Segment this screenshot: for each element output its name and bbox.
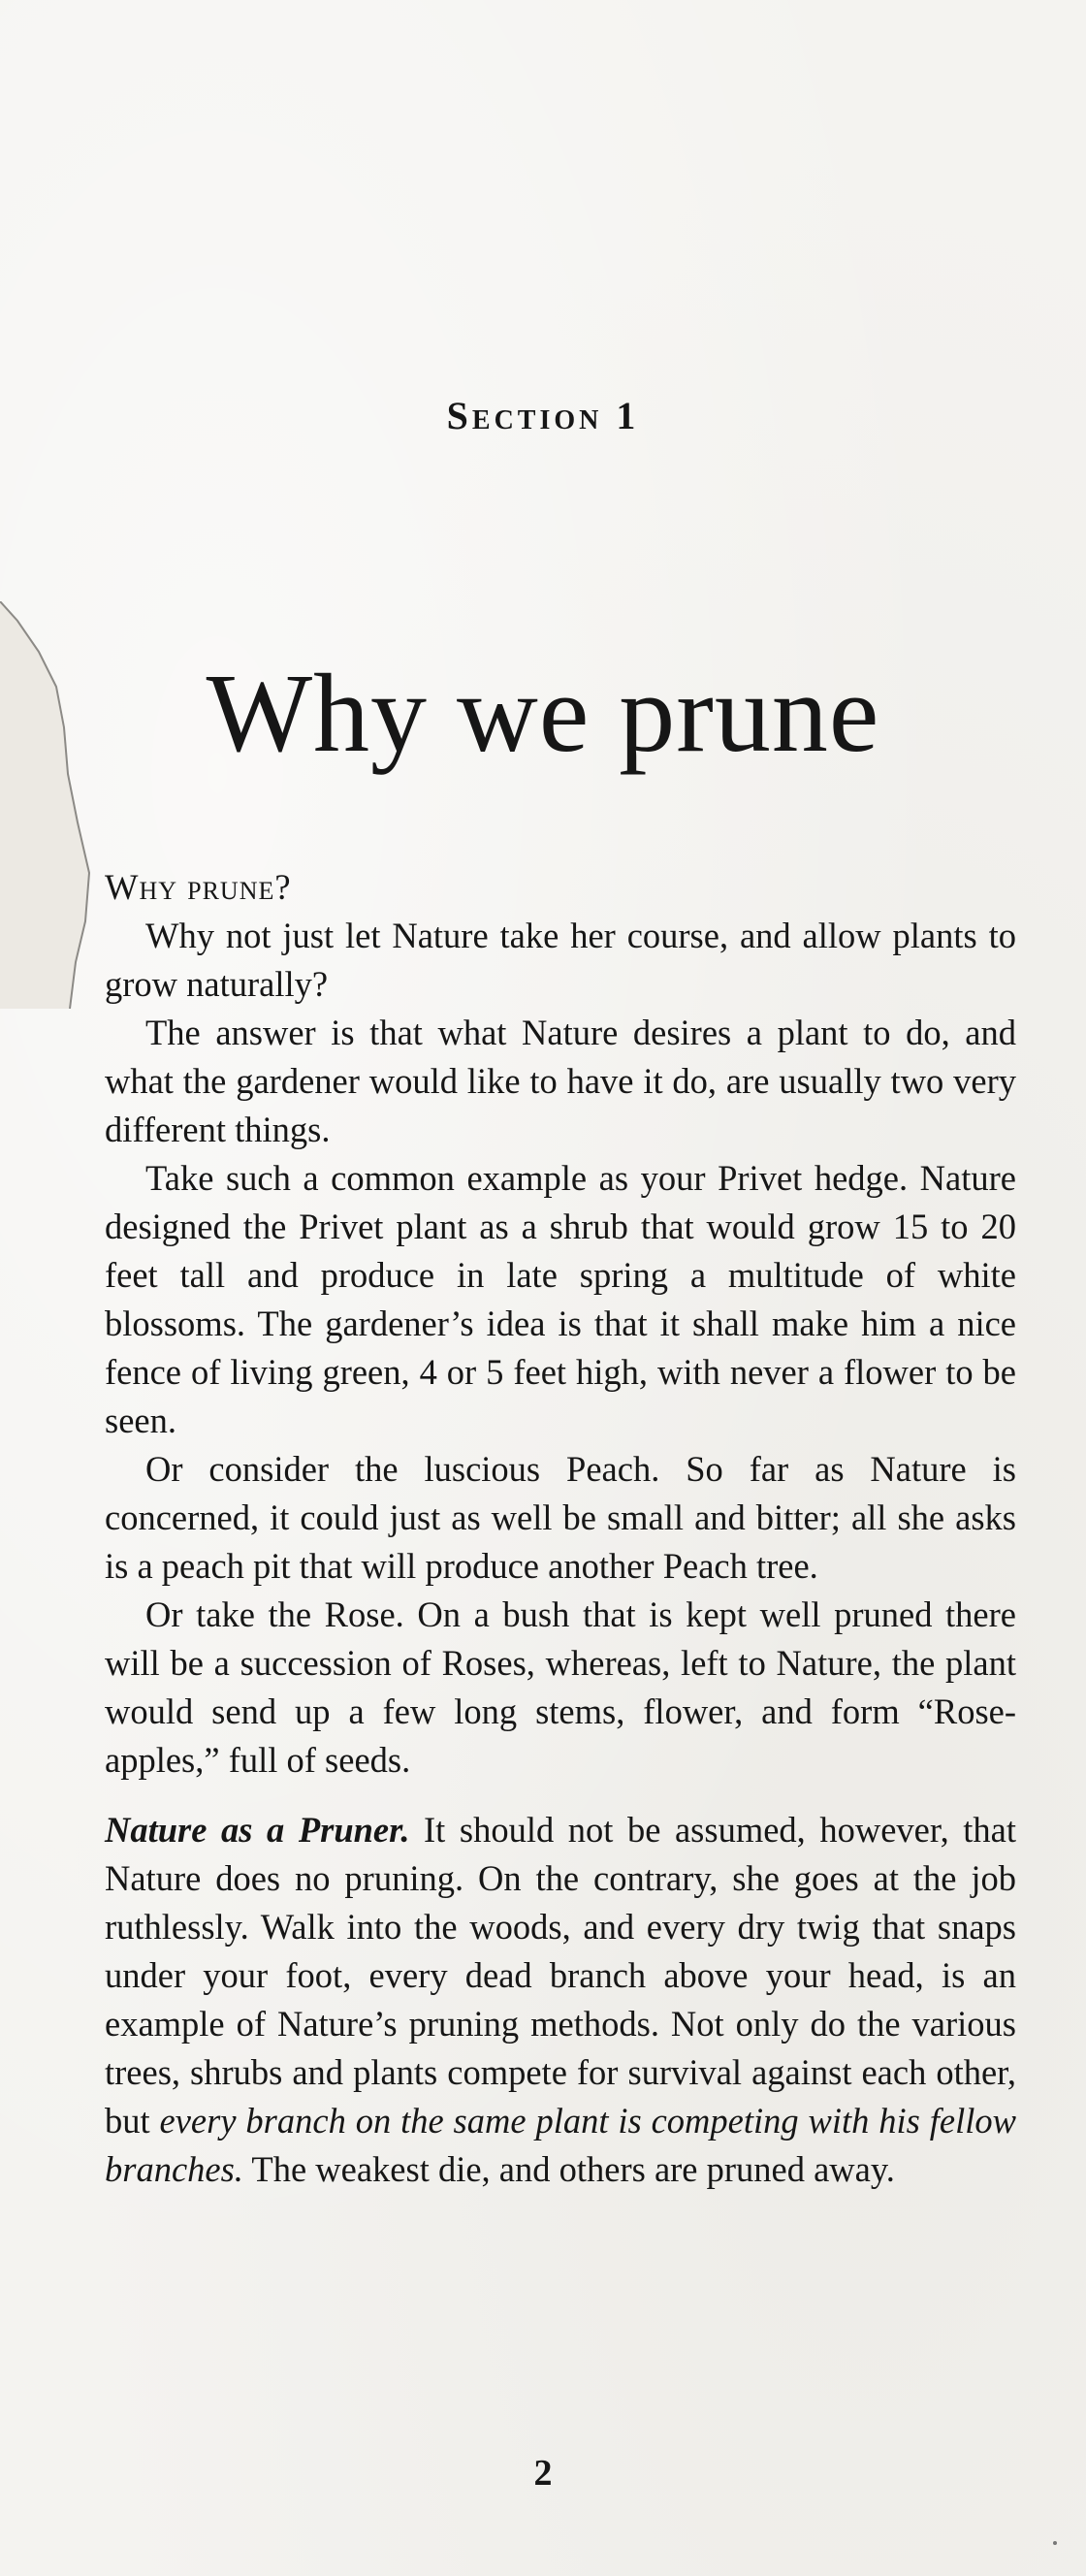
body-text [105,863,1016,2194]
paragraph-3: Take such a common example as your Privet hedge. Nature designed the Privet plant as a shrub that would grow 15 to 20 feet tall and produce in late spring a multitude of white blossoms. The gardener’s idea is that it shall make him a nice fence of living green, 4 or 5 feet high, with never a flower to be seen. [105,1158,1016,1440]
paragraph-5: Or take the Rose. On a bush that is kept well pruned there will be a succession of Roses, whereas, left to Nature, the plant would send up a few long stems, flower, and form “Rose-apples,” full of seeds. [105,1594,1016,1780]
pruner-text-emphasis: every branch on the same plant is competing with his fellow branches. [105,2101,1016,2189]
pruner-text-start: It should not be assumed, however, that Nature does no pruning. On the contrary, she goes at the job ruthlessly. Walk into the woods, and every dry twig that snaps under your foot, every dead branch above your head, is an example of Nature’s pruning methods. Not only do the various trees, shrubs and plants compete for survival against each other, but [105,1810,1016,2141]
page-title: Why we prune [206,651,880,776]
page-number: 2 [533,2453,553,2494]
paragraph-2: The answer is that what Nature desires a plant to do, and what the gardener would like to have it do, are usually two very different things. [105,1013,1016,1149]
section-label: Section 1 [446,394,640,437]
paragraph-4: Or consider the luscious Peach. So far as Nature is concerned, it could just as well be small and bitter; all she asks is a peach pit that will produce another Peach tree. [105,1449,1016,1586]
pruner-heading: Nature as a Pruner. [105,1810,410,1850]
pruner-text-end: The weakest die, and others are pruned away. [242,2149,895,2189]
intro-heading: Why prune? [105,867,292,907]
pruner-paragraph [105,1806,1016,2194]
paragraph-1: Why not just let Nature take her course, and allow plants to grow naturally? [105,916,1016,1004]
paper-speck [1053,2541,1057,2545]
